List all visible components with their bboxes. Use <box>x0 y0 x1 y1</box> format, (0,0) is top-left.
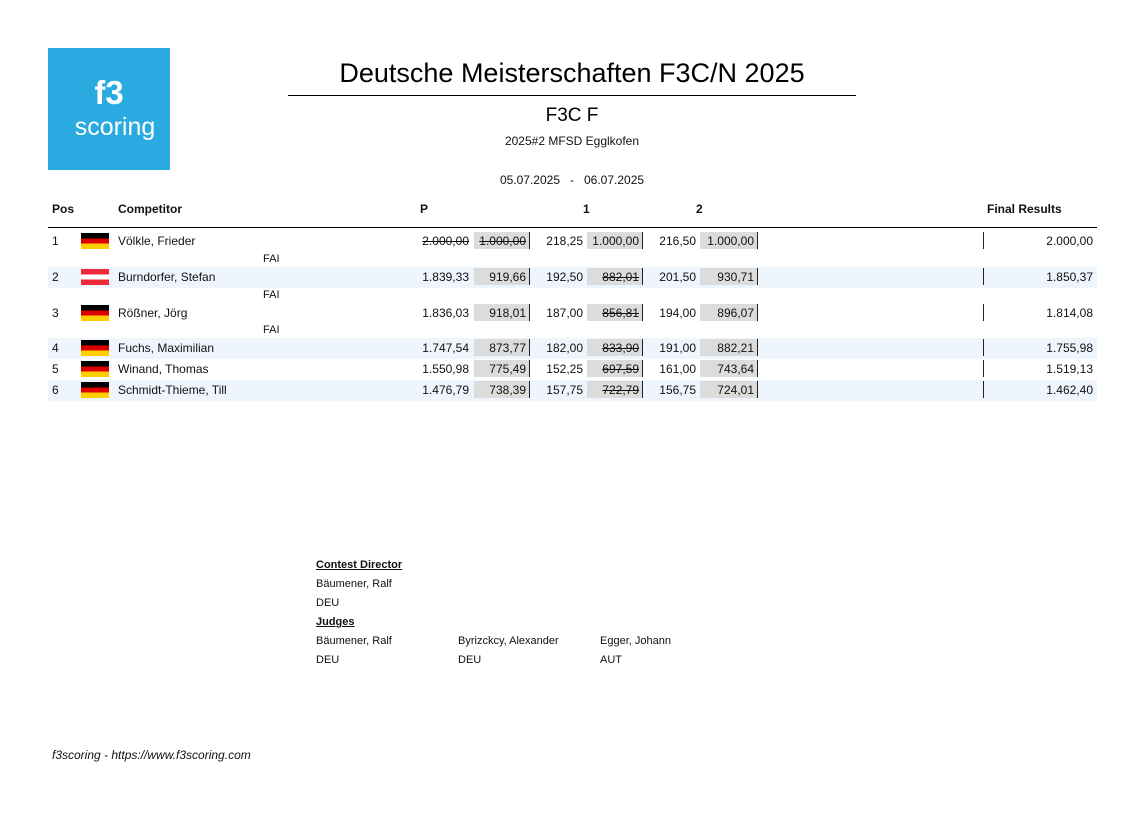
header-prelim: P <box>420 202 429 216</box>
prelim-raw-score: 1.836,03 <box>422 306 469 320</box>
prelim-normalized-score: 873,77 <box>474 339 530 356</box>
germany-flag-icon <box>81 305 109 321</box>
germany-flag-icon <box>81 382 109 398</box>
row-pos: 1 <box>52 234 59 248</box>
round1-raw-score: 187,00 <box>546 306 583 320</box>
f3scoring-logo <box>48 48 170 170</box>
final-result: 1.814,08 <box>1046 306 1093 320</box>
table-row <box>48 380 1097 401</box>
competitor-name: Winand, Thomas <box>118 362 209 376</box>
germany-flag-icon <box>81 361 109 377</box>
final-result: 1.462,40 <box>1046 383 1093 397</box>
row-pos: 2 <box>52 270 59 284</box>
round2-raw-score: 156,75 <box>659 383 696 397</box>
table-row <box>48 231 1097 252</box>
germany-flag-icon <box>81 340 109 356</box>
judge-country: AUT <box>600 654 622 666</box>
competitor-name: Burndorfer, Stefan <box>118 270 216 284</box>
round1-raw-score: 157,75 <box>546 383 583 397</box>
round1-raw-score: 192,50 <box>546 270 583 284</box>
logo-scoring-text: scoring <box>74 113 156 141</box>
round2-normalized-score: 1.000,00 <box>700 232 758 249</box>
round2-raw-score: 201,50 <box>659 270 696 284</box>
table-row <box>48 267 1097 288</box>
final-column-divider <box>983 339 984 356</box>
competitor-name: Schmidt-Thieme, Till <box>118 383 227 397</box>
round2-normalized-score: 896,07 <box>700 304 758 321</box>
round1-normalized-score: 833,90 <box>587 339 643 356</box>
logo-f3-text: f3 <box>94 74 124 111</box>
final-result: 1.755,98 <box>1046 341 1093 355</box>
class-name: F3C F <box>545 105 599 126</box>
contest-director-label: Contest Director <box>316 559 403 571</box>
prelim-normalized-score: 1.000,00 <box>474 232 530 249</box>
round2-raw-score: 194,00 <box>659 306 696 320</box>
table-row <box>48 338 1097 359</box>
row-pos: 6 <box>52 383 59 397</box>
round1-normalized-score: 722,79 <box>587 381 643 398</box>
germany-flag-icon <box>81 233 109 249</box>
round2-normalized-score: 882,21 <box>700 339 758 356</box>
footer-credit: f3scoring - https://www.f3scoring.com <box>52 748 251 762</box>
judge-name: Bäumener, Ralf <box>316 635 392 647</box>
table-row <box>48 359 1097 380</box>
round1-normalized-score: 882,01 <box>587 268 643 285</box>
round1-raw-score: 152,25 <box>546 362 583 376</box>
round1-normalized-score: 1.000,00 <box>587 232 643 249</box>
prelim-raw-score: 2.000,00 <box>422 234 469 248</box>
contest-director-name: Bäumener, Ralf <box>316 578 392 590</box>
header-round-1: 1 <box>583 202 590 216</box>
round2-raw-score: 216,50 <box>659 234 696 248</box>
judge-name: Egger, Johann <box>600 635 671 647</box>
round1-normalized-score: 697,59 <box>587 360 643 377</box>
prelim-raw-score: 1.476,79 <box>422 383 469 397</box>
header-final-results: Final Results <box>987 202 1062 216</box>
final-column-divider <box>983 381 984 398</box>
final-result: 1.850,37 <box>1046 270 1093 284</box>
page-title: Deutsche Meisterschaften F3C/N 2025 <box>339 58 805 88</box>
final-column-divider <box>983 268 984 285</box>
judge-country: DEU <box>458 654 482 666</box>
prelim-raw-score: 1.747,54 <box>422 341 469 355</box>
fai-tag: FAI <box>263 253 280 265</box>
austria-flag-icon <box>81 269 109 285</box>
prelim-normalized-score: 919,66 <box>474 268 530 285</box>
fai-tag: FAI <box>263 324 280 336</box>
row-pos: 3 <box>52 306 59 320</box>
judges-label: Judges <box>316 616 355 628</box>
round1-raw-score: 218,25 <box>546 234 583 248</box>
judge-country: DEU <box>316 654 340 666</box>
header-round-2: 2 <box>696 202 703 216</box>
round2-normalized-score: 724,01 <box>700 381 758 398</box>
final-result: 1.519,13 <box>1046 362 1093 376</box>
competitor-name: Rößner, Jörg <box>118 306 188 320</box>
round2-normalized-score: 930,71 <box>700 268 758 285</box>
round1-normalized-score: 856,81 <box>587 304 643 321</box>
round1-raw-score: 182,00 <box>546 341 583 355</box>
final-column-divider <box>983 304 984 321</box>
title-divider <box>288 95 856 96</box>
round2-raw-score: 191,00 <box>659 341 696 355</box>
prelim-normalized-score: 775,49 <box>474 360 530 377</box>
judge-name: Byrizckcy, Alexander <box>458 635 559 647</box>
header-competitor: Competitor <box>118 202 182 216</box>
final-result: 2.000,00 <box>1046 234 1093 248</box>
final-column-divider <box>983 232 984 249</box>
competitor-name: Völkle, Frieder <box>118 234 196 248</box>
header-divider <box>48 227 1097 228</box>
round2-raw-score: 161,00 <box>659 362 696 376</box>
prelim-normalized-score: 918,01 <box>474 304 530 321</box>
fai-tag: FAI <box>263 289 280 301</box>
contest-director-country: DEU <box>316 597 340 609</box>
round2-normalized-score: 743,64 <box>700 360 758 377</box>
competitor-name: Fuchs, Maximilian <box>118 341 215 355</box>
table-row <box>48 303 1097 324</box>
event-name: 2025#2 MFSD Egglkofen <box>504 134 640 148</box>
event-dates: 05.07.2025 - 06.07.2025 <box>499 173 645 187</box>
row-pos: 4 <box>52 341 59 355</box>
final-column-divider <box>983 360 984 377</box>
prelim-raw-score: 1.550,98 <box>422 362 469 376</box>
header-pos: Pos <box>52 202 75 216</box>
prelim-normalized-score: 738,39 <box>474 381 530 398</box>
prelim-raw-score: 1.839,33 <box>422 270 469 284</box>
row-pos: 5 <box>52 362 59 376</box>
